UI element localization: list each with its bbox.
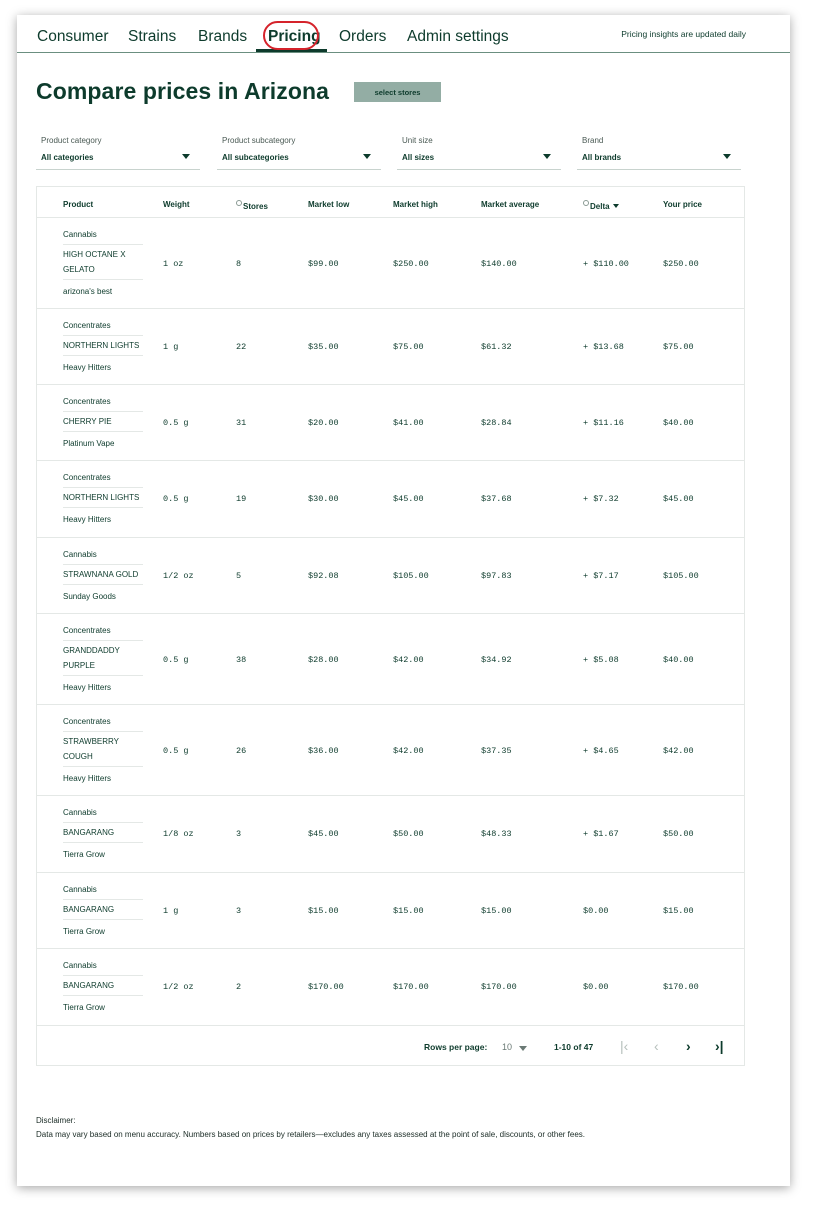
cell-stores: 3 bbox=[236, 906, 242, 916]
table-row[interactable] bbox=[37, 308, 744, 385]
nav-brands[interactable]: Brands bbox=[198, 28, 248, 45]
filter-value: All subcategories bbox=[222, 153, 289, 162]
cell-market-high: $105.00 bbox=[393, 571, 429, 581]
cell-market-low: $15.00 bbox=[308, 906, 339, 916]
cell-delta: + $7.32 bbox=[583, 494, 619, 504]
table-row[interactable] bbox=[37, 704, 744, 796]
pricing-update-note: Pricing insights are updated daily bbox=[621, 29, 746, 39]
cell-market-average: $61.32 bbox=[481, 342, 512, 352]
cell-market-average: $97.83 bbox=[481, 571, 512, 581]
filter-label: Unit size bbox=[402, 136, 433, 145]
col-your-price[interactable]: Your price bbox=[663, 200, 702, 209]
table-row[interactable] bbox=[37, 795, 744, 873]
cell-delta: + $110.00 bbox=[583, 259, 629, 269]
caret-down-icon[interactable] bbox=[519, 1046, 527, 1051]
cell-category: Concentrates bbox=[63, 321, 111, 330]
sort-desc-icon bbox=[613, 204, 619, 208]
cell-market-average: $34.92 bbox=[481, 655, 512, 665]
cell-stores: 3 bbox=[236, 829, 242, 839]
cell-weight: 0.5 g bbox=[163, 418, 189, 428]
cell-your-price: $15.00 bbox=[663, 906, 694, 916]
cell-category: Concentrates bbox=[63, 717, 111, 726]
cell-category: Concentrates bbox=[63, 473, 111, 482]
prev-page-icon[interactable]: ‹ bbox=[654, 1038, 659, 1054]
col-stores-label: Stores bbox=[243, 202, 268, 211]
cell-market-high: $170.00 bbox=[393, 982, 429, 992]
cell-market-average: $170.00 bbox=[481, 982, 517, 992]
cell-delta: + $13.68 bbox=[583, 342, 624, 352]
cell-delta: + $1.67 bbox=[583, 829, 619, 839]
highlight-circle bbox=[263, 21, 319, 50]
filter-product-category[interactable] bbox=[36, 133, 200, 170]
cell-market-high: $250.00 bbox=[393, 259, 429, 269]
cell-product-name[interactable]: HIGH OCTANE X GELATO bbox=[63, 244, 143, 280]
cell-brand: Tierra Grow bbox=[63, 1003, 105, 1012]
cell-brand: Sunday Goods bbox=[63, 592, 116, 601]
cell-market-high: $15.00 bbox=[393, 906, 424, 916]
cell-product-name[interactable]: STRAWNANA GOLD bbox=[63, 564, 143, 585]
cell-delta: $0.00 bbox=[583, 906, 609, 916]
cell-brand: Platinum Vape bbox=[63, 439, 115, 448]
col-delta-label: Delta bbox=[590, 202, 610, 211]
cell-brand: Heavy Hitters bbox=[63, 515, 112, 524]
top-nav bbox=[17, 15, 790, 53]
cell-product-name[interactable]: BANGARANG bbox=[63, 899, 143, 920]
disclaimer-title: Disclaimer: bbox=[36, 1116, 76, 1125]
cell-weight: 0.5 g bbox=[163, 746, 189, 756]
cell-category: Cannabis bbox=[63, 885, 97, 894]
cell-stores: 2 bbox=[236, 982, 242, 992]
cell-market-average: $140.00 bbox=[481, 259, 517, 269]
cell-your-price: $75.00 bbox=[663, 342, 694, 352]
disclaimer-text: Data may vary based on menu accuracy. Numbers based on prices by retailers—excludes any taxes assessed at the point of sale, discounts, or other fees. bbox=[36, 1130, 586, 1139]
cell-stores: 22 bbox=[236, 342, 247, 352]
page-range: 1-10 of 47 bbox=[554, 1042, 594, 1052]
info-icon bbox=[583, 200, 589, 206]
col-market-high[interactable]: Market high bbox=[393, 200, 438, 209]
cell-market-low: $30.00 bbox=[308, 494, 339, 504]
cell-stores: 31 bbox=[236, 418, 247, 428]
cell-category: Concentrates bbox=[63, 397, 111, 406]
caret-down-icon bbox=[363, 154, 371, 159]
table-row[interactable] bbox=[37, 460, 744, 538]
col-delta[interactable] bbox=[583, 200, 619, 211]
cell-delta: + $4.65 bbox=[583, 746, 619, 756]
cell-category: Cannabis bbox=[63, 808, 97, 817]
cell-market-high: $50.00 bbox=[393, 829, 424, 839]
table-row[interactable] bbox=[37, 613, 744, 705]
cell-weight: 0.5 g bbox=[163, 494, 189, 504]
table-row[interactable] bbox=[37, 384, 744, 461]
table-row[interactable] bbox=[37, 948, 744, 1026]
cell-weight: 1 g bbox=[163, 342, 179, 352]
cell-brand: Heavy Hitters bbox=[63, 774, 112, 783]
cell-market-low: $35.00 bbox=[308, 342, 339, 352]
cell-product-name[interactable]: BANGARANG bbox=[63, 975, 143, 996]
nav-pricing[interactable]: Pricing bbox=[268, 28, 321, 45]
cell-weight: 0.5 g bbox=[163, 655, 189, 665]
cell-market-average: $37.35 bbox=[481, 746, 512, 756]
cell-market-low: $28.00 bbox=[308, 655, 339, 665]
info-icon bbox=[236, 200, 242, 206]
nav-orders[interactable]: Orders bbox=[339, 28, 387, 45]
cell-category: Cannabis bbox=[63, 550, 97, 559]
filter-label: Product category bbox=[41, 136, 102, 145]
nav-strains[interactable]: Strains bbox=[128, 28, 177, 45]
col-weight[interactable]: Weight bbox=[163, 200, 190, 209]
cell-product-name[interactable]: CHERRY PIE bbox=[63, 411, 143, 432]
cell-market-high: $41.00 bbox=[393, 418, 424, 428]
table-header bbox=[37, 187, 744, 218]
cell-your-price: $105.00 bbox=[663, 571, 699, 581]
col-market-average[interactable]: Market average bbox=[481, 200, 540, 209]
nav-consumer[interactable]: Consumer bbox=[37, 28, 109, 45]
caret-down-icon bbox=[543, 154, 551, 159]
cell-category: Cannabis bbox=[63, 230, 97, 239]
cell-market-low: $20.00 bbox=[308, 418, 339, 428]
cell-your-price: $50.00 bbox=[663, 829, 694, 839]
filter-label: Product subcategory bbox=[222, 136, 296, 145]
cell-weight: 1/2 oz bbox=[163, 982, 194, 992]
cell-market-high: $42.00 bbox=[393, 746, 424, 756]
table-row[interactable] bbox=[37, 217, 744, 309]
cell-market-average: $48.33 bbox=[481, 829, 512, 839]
cell-delta: + $11.16 bbox=[583, 418, 624, 428]
next-page-icon[interactable]: › bbox=[686, 1038, 691, 1054]
cell-market-average: $37.68 bbox=[481, 494, 512, 504]
cell-market-low: $170.00 bbox=[308, 982, 344, 992]
cell-product-name[interactable]: STRAWBERRY COUGH bbox=[63, 731, 143, 767]
pricing-table bbox=[36, 186, 745, 1066]
cell-market-high: $42.00 bbox=[393, 655, 424, 665]
cell-brand: Heavy Hitters bbox=[63, 683, 112, 692]
pagination bbox=[37, 1025, 744, 1065]
cell-stores: 5 bbox=[236, 571, 242, 581]
cell-market-low: $92.08 bbox=[308, 571, 339, 581]
last-page-icon[interactable]: ›| bbox=[715, 1038, 724, 1054]
caret-down-icon bbox=[182, 154, 190, 159]
select-stores-button[interactable]: select stores bbox=[354, 82, 441, 102]
filter-product-subcategory[interactable] bbox=[217, 133, 381, 170]
nav-admin-settings[interactable]: Admin settings bbox=[407, 28, 509, 45]
filter-value: All categories bbox=[41, 153, 94, 162]
cell-stores: 19 bbox=[236, 494, 247, 504]
cell-market-average: $28.84 bbox=[481, 418, 512, 428]
cell-category: Cannabis bbox=[63, 961, 97, 970]
cell-your-price: $40.00 bbox=[663, 418, 694, 428]
cell-product-name[interactable]: GRANDDADDY PURPLE bbox=[63, 640, 143, 676]
cell-market-high: $75.00 bbox=[393, 342, 424, 352]
first-page-icon[interactable]: |‹ bbox=[620, 1038, 629, 1054]
app-window bbox=[17, 15, 790, 1186]
cell-brand: Tierra Grow bbox=[63, 850, 105, 859]
cell-market-low: $99.00 bbox=[308, 259, 339, 269]
cell-brand: Heavy Hitters bbox=[63, 363, 112, 372]
cell-weight: 1/2 oz bbox=[163, 571, 194, 581]
cell-product-name[interactable]: NORTHERN LIGHTS bbox=[63, 487, 143, 508]
cell-delta: $0.00 bbox=[583, 982, 609, 992]
cell-stores: 8 bbox=[236, 259, 242, 269]
table-row[interactable] bbox=[37, 872, 744, 949]
col-product[interactable]: Product bbox=[63, 200, 94, 209]
cell-delta: + $7.17 bbox=[583, 571, 619, 581]
cell-market-average: $15.00 bbox=[481, 906, 512, 916]
rows-per-page-select[interactable]: 10 bbox=[502, 1042, 513, 1052]
cell-weight: 1 g bbox=[163, 906, 179, 916]
cell-stores: 26 bbox=[236, 746, 247, 756]
cell-your-price: $40.00 bbox=[663, 655, 694, 665]
cell-brand: arizona's best bbox=[63, 287, 113, 296]
cell-brand: Tierra Grow bbox=[63, 927, 105, 936]
cell-stores: 38 bbox=[236, 655, 247, 665]
filter-label: Brand bbox=[582, 136, 604, 145]
filter-unit-size[interactable] bbox=[397, 133, 561, 170]
cell-your-price: $170.00 bbox=[663, 982, 699, 992]
cell-your-price: $45.00 bbox=[663, 494, 694, 504]
cell-weight: 1/8 oz bbox=[163, 829, 194, 839]
caret-down-icon bbox=[723, 154, 731, 159]
col-stores[interactable] bbox=[236, 200, 268, 211]
cell-delta: + $5.08 bbox=[583, 655, 619, 665]
cell-market-high: $45.00 bbox=[393, 494, 424, 504]
filter-value: All sizes bbox=[402, 153, 435, 162]
rows-per-page-label: Rows per page: bbox=[424, 1042, 488, 1052]
filter-value: All brands bbox=[582, 153, 622, 162]
cell-your-price: $42.00 bbox=[663, 746, 694, 756]
cell-category: Concentrates bbox=[63, 626, 111, 635]
table-row[interactable] bbox=[37, 537, 744, 614]
cell-product-name[interactable]: BANGARANG bbox=[63, 822, 143, 843]
page-title: Compare prices in Arizona bbox=[36, 78, 330, 104]
cell-your-price: $250.00 bbox=[663, 259, 699, 269]
filter-brand[interactable] bbox=[577, 133, 741, 170]
col-market-low[interactable]: Market low bbox=[308, 200, 350, 209]
cell-market-low: $36.00 bbox=[308, 746, 339, 756]
cell-weight: 1 oz bbox=[163, 259, 184, 269]
cell-market-low: $45.00 bbox=[308, 829, 339, 839]
cell-product-name[interactable]: NORTHERN LIGHTS bbox=[63, 335, 143, 356]
